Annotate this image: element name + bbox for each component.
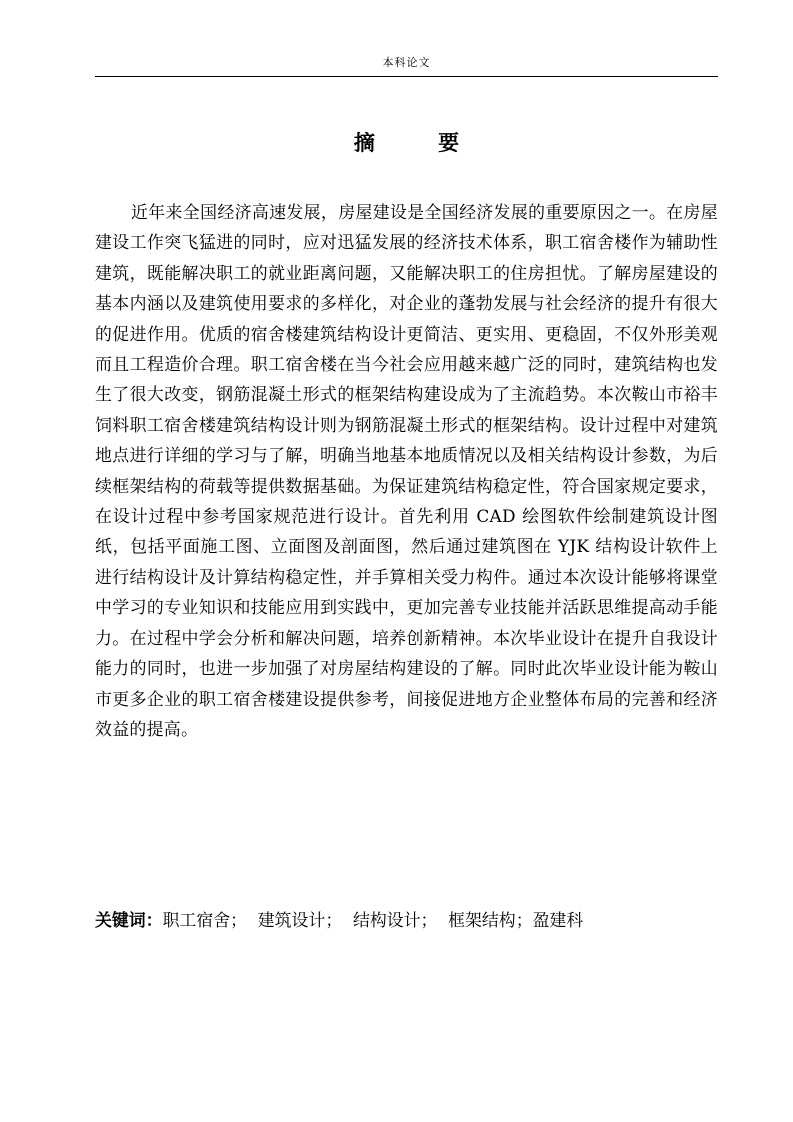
keywords-label: 关键词： [95,910,163,930]
abstract-title: 摘 要 [353,130,488,155]
keywords-list: 职工宿舍； 建筑设计； 结构设计； 框架结构；盈建科 [162,910,584,930]
header-rule [95,76,718,77]
page-header: 本科论文 [382,56,431,69]
abstract-paragraph: 近年来全国经济高速发展，房屋建设是全国经济发展的重要原因之一。在房屋建设工作突飞猛进的同时，应对迅猛发展的经济技术体系，职工宿舍楼作为辅助性建筑，既能解决职工的就业距离问题，又能解决职工的住房担忧。了解房屋建设的基本内涵以及建筑使用要求的多样化，对企业的蓬勃发展与社会经济的提升有很大的促进作用。优质的宿舍楼建筑结构设计更简洁、更实用、更稳固，不仅外形美观而且工程造价合理。职工宿舍楼在当今社会应用越来越广泛的同时，建筑结构也发生了很大改变，钢筋混凝土形式的框架结构建设成为了主流趋势。本次鞍山市裕丰饲料职工宿舍楼建筑结构设计则为钢筋混凝土形式的框架结构。设计过程中对建筑地点进行详细的学习与了解，明确当地基本地质情况以及相关结构设计参数，为后续框架结构的荷载等提供数据基础。为保证建筑结构稳定性，符合国家规定要求，在设计过程中参考国家规范进行设计。首先利用 CAD 绘图软件绘制建筑设计图纸，包括平面施工图、立面图及剖面图，然后通过建筑图在 YJK 结构设计软件上进行结构设计及计算结构稳定性，并手算相关受力构件。通过本次设计能够将课堂中学习的专业知识和技能应用到实践中，更加完善专业技能并活跃思维提高动手能力。在过程中学会分析和解决问题，培养创新精神。本次毕业设计在提升自我设计能力的同时，也进一步加强了对房屋结构建设的了解。同时此次毕业设计能为鞍山市更多企业的职工宿舍楼建设提供参考，间接促进地方企业整体布局的完善和经济效益的提高。 [95,202,718,739]
keywords-line [95,906,718,934]
